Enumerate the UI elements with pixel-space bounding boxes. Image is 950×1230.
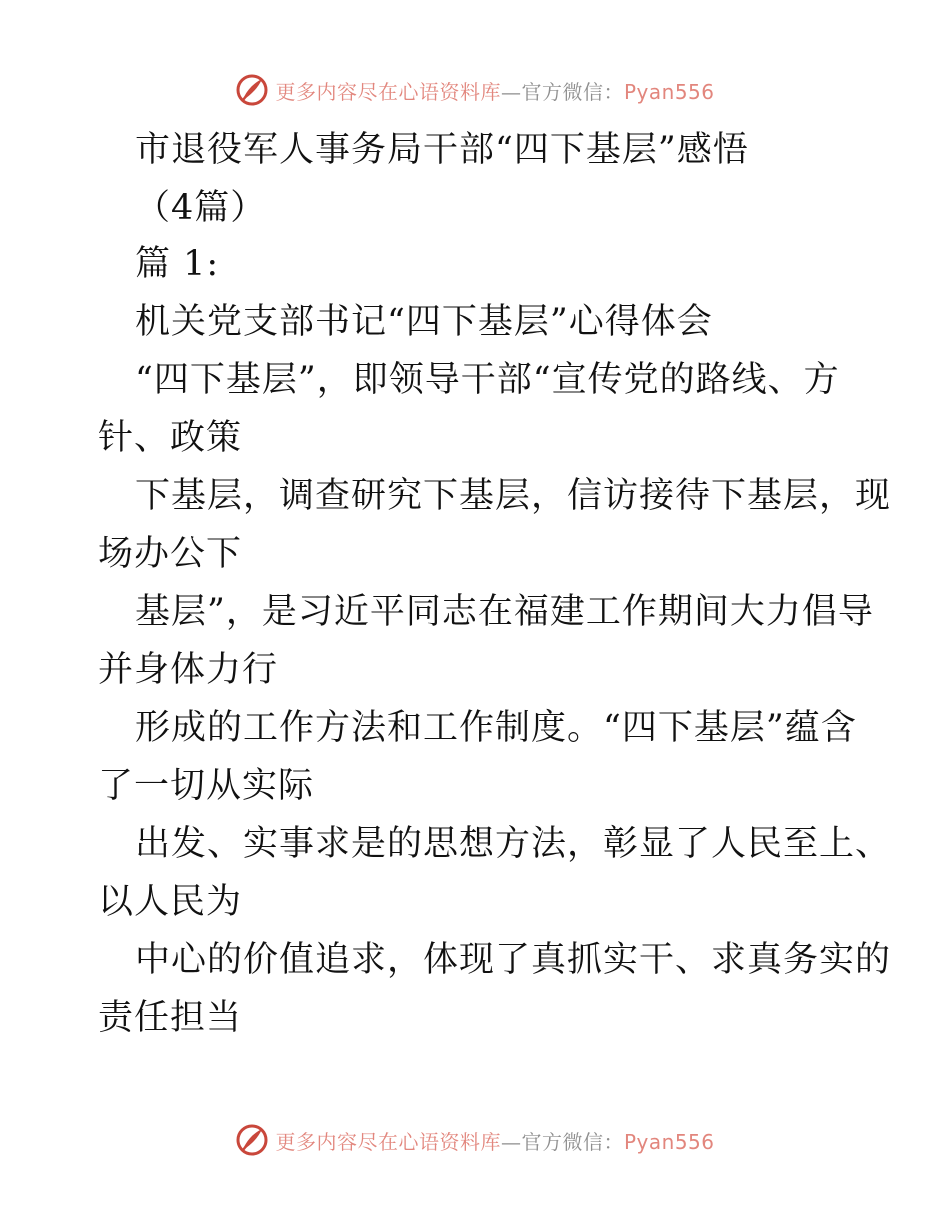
paragraph-line: 以人民为	[98, 882, 243, 922]
footer-banner-text	[275, 1126, 714, 1155]
paragraph-line: 责任担当	[98, 998, 243, 1038]
banner-wechat-id: Pyan556	[623, 79, 715, 104]
paragraph-line: 基层”，是习近平同志在福建工作期间大力倡导	[135, 592, 874, 632]
banner-separator: —	[500, 1129, 522, 1154]
paragraph-line: “四下基层”，即领导干部“宣传党的路线、方	[135, 360, 840, 400]
banner-wechat-label: 官方微信：	[521, 1129, 624, 1154]
section-heading: 篇 1:	[135, 244, 220, 284]
document-title: 市退役军人事务局干部“四下基层”感悟	[135, 130, 749, 170]
paragraph-line: 中心的价值追求，体现了真抓实干、求真务实的	[135, 940, 892, 980]
paragraph-line: 并身体力行	[98, 650, 279, 690]
banner-wechat-label: 官方微信：	[521, 79, 624, 104]
header-banner-content	[235, 73, 714, 107]
paragraph-line: 场办公下	[98, 534, 243, 574]
header-banner-text	[275, 76, 714, 105]
quill-logo-icon	[235, 73, 269, 107]
footer-banner	[0, 1118, 950, 1162]
banner-main-text: 更多内容尽在心语资料库	[275, 1129, 501, 1154]
banner-separator: —	[500, 79, 522, 104]
paragraph-line: 形成的工作方法和工作制度。“四下基层”蕴含	[135, 708, 857, 748]
banner-wechat-id: Pyan556	[623, 1129, 715, 1154]
paragraph-line: 下基层，调查研究下基层，信访接待下基层，现	[135, 476, 892, 516]
article-title: 机关党支部书记“四下基层”心得体会	[135, 302, 713, 342]
paragraph-line: 针、政策	[98, 418, 243, 458]
header-banner	[0, 68, 950, 112]
banner-main-text: 更多内容尽在心语资料库	[275, 79, 501, 104]
paragraph-line: 出发、实事求是的思想方法，彰显了人民至上、	[135, 824, 892, 864]
footer-banner-content	[235, 1123, 714, 1157]
quill-logo-icon	[235, 1123, 269, 1157]
paragraph-line: 了一切从实际	[98, 766, 315, 806]
document-title-count: （4篇）	[135, 188, 267, 228]
